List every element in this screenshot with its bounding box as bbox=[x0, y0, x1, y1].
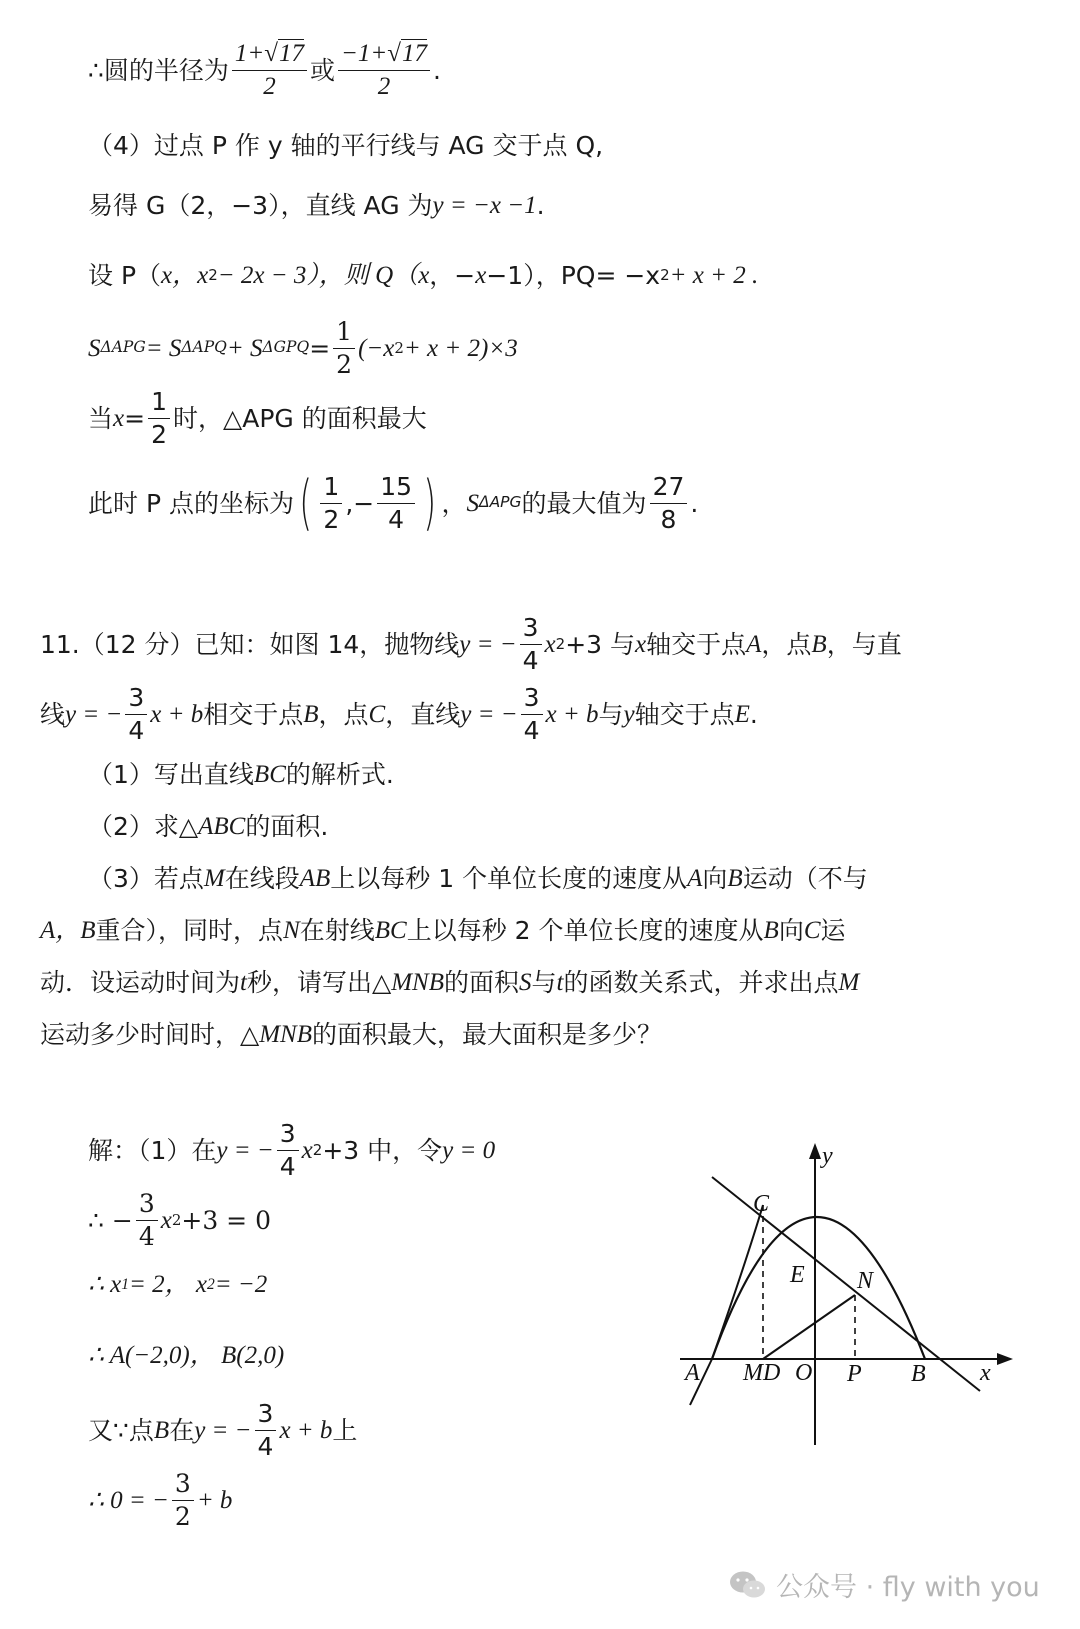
text: 1 bbox=[333, 318, 355, 349]
text: 2 bbox=[151, 419, 167, 449]
text: N bbox=[283, 917, 300, 944]
text: 或 bbox=[310, 55, 336, 85]
text: y = − bbox=[65, 700, 123, 728]
text: 2 bbox=[323, 504, 340, 534]
segment-mn bbox=[763, 1295, 855, 1359]
text: 4 bbox=[128, 715, 145, 745]
text: ，点 bbox=[318, 699, 369, 729]
text: +3 中，令 bbox=[322, 1135, 443, 1165]
text: 上以每秒 2 个单位长度的速度从 bbox=[406, 916, 764, 945]
fraction-half bbox=[333, 318, 355, 378]
text: 1 bbox=[320, 473, 342, 504]
text: M bbox=[838, 969, 860, 996]
sol-line1 bbox=[88, 1118, 495, 1182]
text: 3 bbox=[255, 1400, 277, 1431]
sub: ΔAPQ bbox=[181, 338, 227, 357]
p-point-max-line bbox=[88, 468, 698, 538]
text: 相交于点 bbox=[203, 699, 304, 729]
text: 的函数关系式，并求出点 bbox=[563, 968, 839, 997]
label-a: A bbox=[685, 1360, 700, 1386]
text: A bbox=[687, 865, 703, 892]
text: B bbox=[811, 630, 827, 658]
text: B bbox=[763, 917, 779, 944]
text: = bbox=[309, 333, 331, 363]
text: 3 bbox=[136, 1190, 158, 1221]
fraction bbox=[277, 1120, 299, 1180]
text: 2 bbox=[263, 72, 276, 100]
sol-line3 bbox=[88, 1272, 267, 1297]
text: t bbox=[556, 969, 564, 996]
q11-line2 bbox=[40, 682, 758, 746]
text: 时，△APG 的面积最大 bbox=[172, 403, 427, 433]
text: 运动（不与 bbox=[742, 864, 868, 893]
text: E bbox=[734, 700, 750, 728]
parabola-curve bbox=[712, 1217, 925, 1359]
part4-line: （4）过点 P 作 y 轴的平行线与 AG 交于点 Q, bbox=[88, 131, 604, 160]
text: 1 bbox=[148, 388, 170, 419]
text: − 2x − 3），则 Q（ bbox=[217, 262, 419, 289]
sol-line6 bbox=[88, 1468, 232, 1532]
text: 与 bbox=[598, 699, 624, 729]
text: 3 bbox=[521, 684, 543, 715]
text: 的面积. bbox=[245, 812, 329, 841]
text: = −2 bbox=[214, 1271, 268, 1298]
sup: 2 bbox=[555, 634, 566, 653]
sup: 2 bbox=[660, 266, 670, 284]
text: 2 bbox=[174, 1501, 191, 1531]
text: y = − bbox=[216, 1136, 274, 1164]
text: 的面积最大，最大面积是多少？ bbox=[312, 1020, 663, 1049]
text: MNB bbox=[391, 969, 444, 996]
text: 4 bbox=[138, 1221, 155, 1251]
text: x bbox=[301, 1136, 313, 1164]
text: . bbox=[749, 699, 758, 729]
sup: 2 bbox=[171, 1210, 182, 1229]
label-o: O bbox=[795, 1360, 813, 1386]
text: x + b bbox=[150, 700, 204, 728]
text: y bbox=[623, 700, 635, 728]
text: （2）求△ bbox=[88, 812, 199, 841]
text: 27 bbox=[650, 473, 688, 504]
text: + x + 2 . bbox=[669, 262, 759, 289]
text: −1+ bbox=[341, 40, 388, 67]
text: 3 bbox=[520, 614, 542, 645]
p-q-coord-line bbox=[88, 263, 758, 288]
text: MNB bbox=[259, 1021, 313, 1048]
q11-part3-line4 bbox=[40, 1022, 662, 1047]
text: M bbox=[203, 865, 225, 892]
area-formula-line bbox=[88, 318, 518, 378]
text: = 2， x bbox=[129, 1271, 207, 1298]
text: B bbox=[303, 700, 319, 728]
text: 在线段 bbox=[224, 864, 300, 893]
text: ABC bbox=[198, 813, 246, 840]
text: 的面积 bbox=[443, 968, 519, 997]
text: 线 bbox=[40, 699, 66, 729]
text: 4 bbox=[279, 1151, 296, 1181]
label-n: N bbox=[857, 1268, 874, 1294]
text: A bbox=[746, 630, 762, 658]
text: ，点 bbox=[761, 629, 812, 659]
sup: 2 bbox=[312, 1140, 323, 1159]
text: ∴ − bbox=[88, 1205, 133, 1235]
sol-line4: ∴ A(−2,0)， B(2,0) bbox=[88, 1342, 285, 1369]
text: ，− bbox=[429, 261, 476, 290]
text: 4 bbox=[388, 504, 405, 534]
text: x bbox=[475, 262, 487, 289]
text: −1），PQ= −x bbox=[486, 261, 661, 290]
text: y = − bbox=[460, 700, 518, 728]
text: AB bbox=[299, 865, 331, 892]
text: 在 bbox=[169, 1415, 195, 1445]
text: 与 bbox=[531, 968, 557, 997]
label-p: P bbox=[847, 1361, 862, 1387]
text: x + b bbox=[279, 1416, 333, 1444]
text: x，x bbox=[161, 262, 209, 289]
text: 8 bbox=[660, 504, 677, 534]
text: 在射线 bbox=[299, 916, 375, 945]
sup: 2 bbox=[394, 338, 404, 357]
q11-part3-line1 bbox=[88, 866, 868, 891]
text: x bbox=[418, 262, 430, 289]
x-arrow bbox=[997, 1353, 1013, 1365]
text: 2 bbox=[377, 72, 391, 100]
text: 动．设运动时间为 bbox=[40, 968, 241, 997]
text: C bbox=[368, 700, 386, 728]
text: 向 bbox=[702, 864, 728, 893]
parabola-left-branch bbox=[712, 1205, 763, 1359]
text: 此时 P 点的坐标为 bbox=[88, 488, 294, 518]
text: 运动多少时间时，△ bbox=[40, 1020, 260, 1049]
q11-line1 bbox=[40, 612, 902, 676]
text: A，B bbox=[40, 917, 96, 944]
text: 3 bbox=[125, 684, 147, 715]
parabola-figure bbox=[685, 1143, 1035, 1479]
text: ∴圆的半径为 bbox=[88, 55, 229, 85]
fraction bbox=[650, 473, 688, 533]
q11-part3-line3 bbox=[40, 970, 859, 995]
sub: 2 bbox=[206, 1275, 215, 1293]
fraction bbox=[320, 473, 342, 533]
text: S bbox=[519, 969, 532, 996]
label-x: x bbox=[980, 1360, 991, 1386]
text: ，与直 bbox=[826, 629, 902, 659]
text: B bbox=[153, 1416, 170, 1444]
g-point-line: 易得 G（2，−3），直线 AG 为 y = −x −1 . bbox=[88, 191, 545, 220]
text: = bbox=[124, 403, 146, 433]
text: ∴ 0 = − bbox=[88, 1486, 169, 1514]
sub: ΔAPG bbox=[100, 338, 146, 357]
text: 4 bbox=[523, 715, 540, 745]
fraction bbox=[521, 684, 543, 744]
text: ，直线 bbox=[385, 699, 461, 729]
text: 4 bbox=[522, 645, 539, 675]
text: 轴交于点 bbox=[646, 629, 747, 659]
text: y = − bbox=[459, 630, 517, 658]
text: +3 与 bbox=[565, 629, 635, 659]
text: 秒，请写出△ bbox=[246, 968, 392, 997]
fraction bbox=[172, 1470, 194, 1530]
sub: 1 bbox=[121, 1275, 130, 1293]
text: 解：（1）在 bbox=[88, 1135, 217, 1165]
text: 4 bbox=[257, 1431, 274, 1461]
text: ,− bbox=[345, 488, 375, 518]
sol-line5 bbox=[88, 1398, 357, 1462]
text: x bbox=[113, 404, 125, 432]
text: C bbox=[803, 917, 821, 944]
text: x + b bbox=[545, 700, 599, 728]
text: 11.（12 分）已知：如图 14，抛物线 bbox=[40, 629, 460, 659]
text: BC bbox=[253, 761, 286, 788]
text: 运 bbox=[820, 916, 846, 945]
text: y = 0 bbox=[442, 1136, 496, 1164]
text: 向 bbox=[778, 916, 804, 945]
label-y: y bbox=[822, 1143, 833, 1169]
text: 的最大值为 bbox=[521, 488, 647, 518]
text: 易得 G（2，−3），直线 AG 为 bbox=[88, 191, 433, 220]
text: 重合），同时，点 bbox=[95, 916, 284, 945]
text: x bbox=[160, 1206, 172, 1234]
text: ， bbox=[441, 488, 467, 518]
text: （3）若点 bbox=[88, 864, 204, 893]
x-half-line bbox=[88, 388, 427, 448]
label-md: MD bbox=[743, 1360, 781, 1386]
text: S bbox=[466, 489, 479, 517]
sup: 2 bbox=[208, 266, 218, 284]
text: 轴交于点 bbox=[634, 699, 735, 729]
fraction-half bbox=[148, 388, 170, 448]
fraction bbox=[520, 614, 542, 674]
text: +3 = 0 bbox=[181, 1205, 271, 1235]
fraction-radius-1: $\frac{1+√17}{2}$ bbox=[232, 40, 307, 100]
text: + x + 2)×3 bbox=[403, 334, 518, 362]
text: 17 bbox=[279, 40, 305, 67]
sub: ΔGPQ bbox=[262, 338, 310, 357]
fraction bbox=[255, 1400, 277, 1460]
text: 的解析式. bbox=[285, 760, 394, 789]
q11-part1 bbox=[88, 762, 394, 787]
text: ∴ x bbox=[88, 1271, 122, 1298]
wechat-icon bbox=[728, 1569, 768, 1601]
q11-part3-line2 bbox=[40, 918, 846, 943]
text: + b bbox=[196, 1486, 233, 1514]
text: (−x bbox=[358, 334, 395, 362]
text: （1）写出直线 bbox=[88, 760, 254, 789]
fraction bbox=[125, 684, 147, 744]
formula: y = −x −1 bbox=[432, 192, 537, 219]
text: S bbox=[88, 334, 101, 362]
paren: ( bbox=[299, 468, 313, 538]
text: t bbox=[240, 969, 247, 996]
text: y = − bbox=[194, 1416, 252, 1444]
text: x bbox=[635, 630, 647, 658]
text: = S bbox=[145, 334, 182, 362]
text: 设 P（ bbox=[88, 261, 162, 290]
text: 又∵点 bbox=[88, 1415, 154, 1445]
watermark bbox=[728, 1565, 1040, 1604]
text: 15 bbox=[377, 473, 415, 504]
label-e: E bbox=[790, 1262, 805, 1288]
fraction-radius-2: $\frac{-1+√17}{2}$ bbox=[338, 40, 430, 100]
text: 当 bbox=[88, 403, 114, 433]
fraction bbox=[377, 473, 415, 533]
text: 2 bbox=[336, 349, 353, 379]
label-b: B bbox=[911, 1361, 926, 1387]
text: x bbox=[544, 630, 556, 658]
radius-line: ∴圆的半径为 $\frac{1+√17}{2}$ 或 $\frac{-1+√17}{2}$ . bbox=[88, 40, 441, 100]
text: 上 bbox=[332, 1415, 358, 1445]
y-arrow bbox=[809, 1143, 821, 1159]
text: BC bbox=[374, 917, 407, 944]
text: 上以每秒 1 个单位长度的速度从 bbox=[330, 864, 688, 893]
text: 17 bbox=[402, 40, 428, 67]
paren: ) bbox=[423, 468, 437, 538]
watermark-text: 公众号 · fly with you bbox=[776, 1572, 1040, 1603]
sub: ΔAPG bbox=[478, 493, 522, 512]
label-c: C bbox=[753, 1191, 770, 1217]
text: 3 bbox=[277, 1120, 299, 1151]
text: B bbox=[727, 865, 743, 892]
q11-part2 bbox=[88, 814, 328, 839]
sol-line2 bbox=[88, 1188, 271, 1252]
text: 3 bbox=[172, 1470, 194, 1501]
text: . bbox=[690, 488, 699, 518]
text: + S bbox=[226, 334, 263, 362]
text: 1+ bbox=[234, 40, 265, 67]
fraction bbox=[136, 1190, 158, 1250]
